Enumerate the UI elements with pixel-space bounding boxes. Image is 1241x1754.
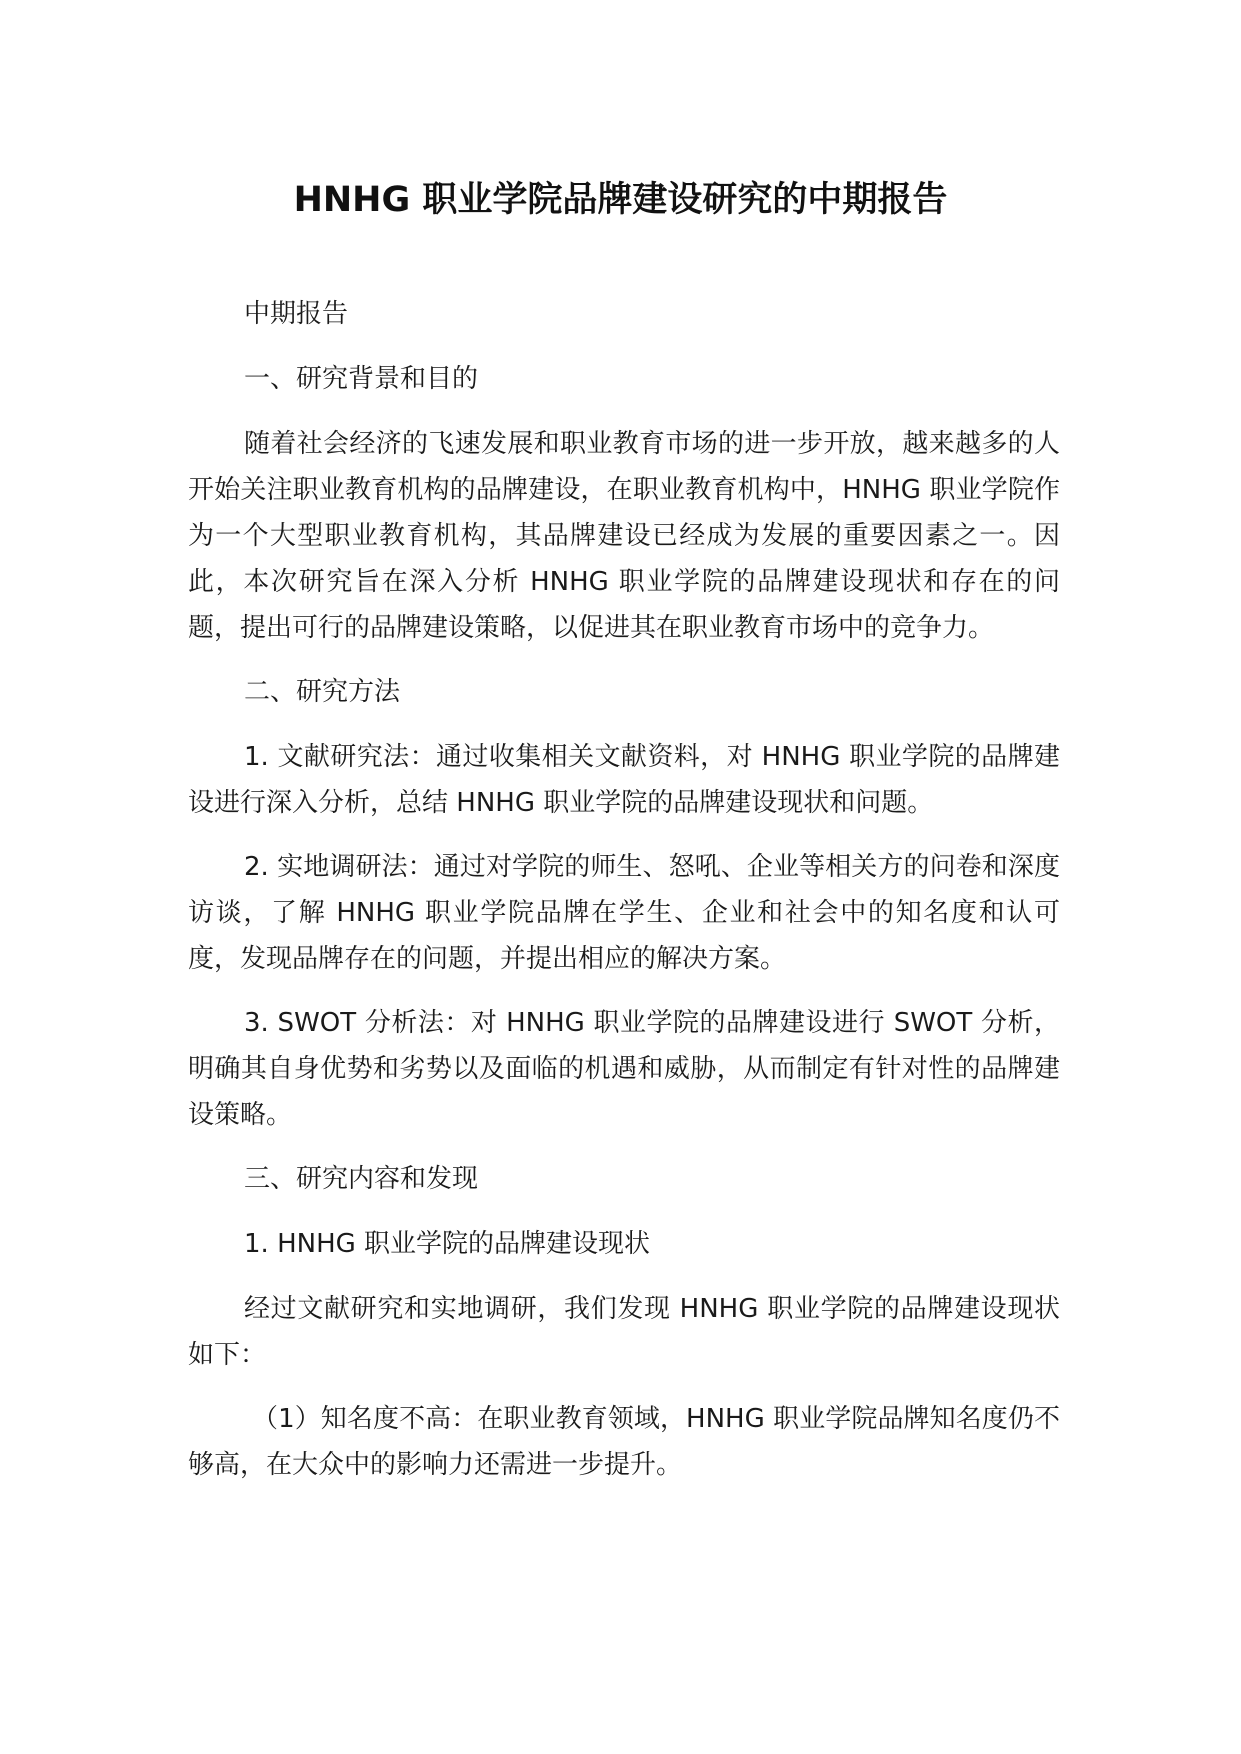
document-title: HNHG 职业学院品牌建设研究的中期报告 xyxy=(293,180,948,220)
section-label: 中期报告 xyxy=(244,299,349,329)
subsection-heading-status: 1. HNHG 职业学院的品牌建设现状 xyxy=(244,1229,651,1259)
document-body xyxy=(188,291,1060,1506)
section-heading-background: 一、研究背景和目的 xyxy=(244,364,479,394)
paragraph-method-fieldwork: 2. 实地调研法：通过对学院的师生、怒吼、企业等相关方的问卷和深度访谈，了解 HNHG 职业学院品牌在学生、企业和社会中的知名度和认可度，发现品牌存在的问题，并提出相应的解决方案。 xyxy=(188,852,1060,974)
paragraph-status-intro: 经过文献研究和实地调研，我们发现 HNHG 职业学院的品牌建设现状如下： xyxy=(188,1294,1060,1370)
paragraph-finding-awareness: （1）知名度不高：在职业教育领域，HNHG 职业学院品牌知名度仍不够高，在大众中的影响力还需进一步提升。 xyxy=(188,1404,1060,1480)
paragraph-method-literature: 1. 文献研究法：通过收集相关文献资料，对 HNHG 职业学院的品牌建设进行深入分析，总结 HNHG 职业学院的品牌建设现状和问题。 xyxy=(188,742,1060,818)
paragraph-background: 随着社会经济的飞速发展和职业教育市场的进一步开放，越来越多的人开始关注职业教育机构的品牌建设，在职业教育机构中，HNHG 职业学院作为一个大型职业教育机构，其品牌建设已经成为发展的重要因素之一。因此，本次研究旨在深入分析 HNHG 职业学院的品牌建设现状和存在的问题，提出可行的品牌建设策略，以促进其在职业教育市场中的竞争力。 xyxy=(188,429,1060,643)
section-heading-findings: 三、研究内容和发现 xyxy=(244,1164,479,1194)
section-heading-methods: 二、研究方法 xyxy=(244,677,401,707)
paragraph-method-swot: 3. SWOT 分析法：对 HNHG 职业学院的品牌建设进行 SWOT 分析，明确其自身优势和劣势以及面临的机遇和威胁，从而制定有针对性的品牌建设策略。 xyxy=(188,1008,1060,1130)
